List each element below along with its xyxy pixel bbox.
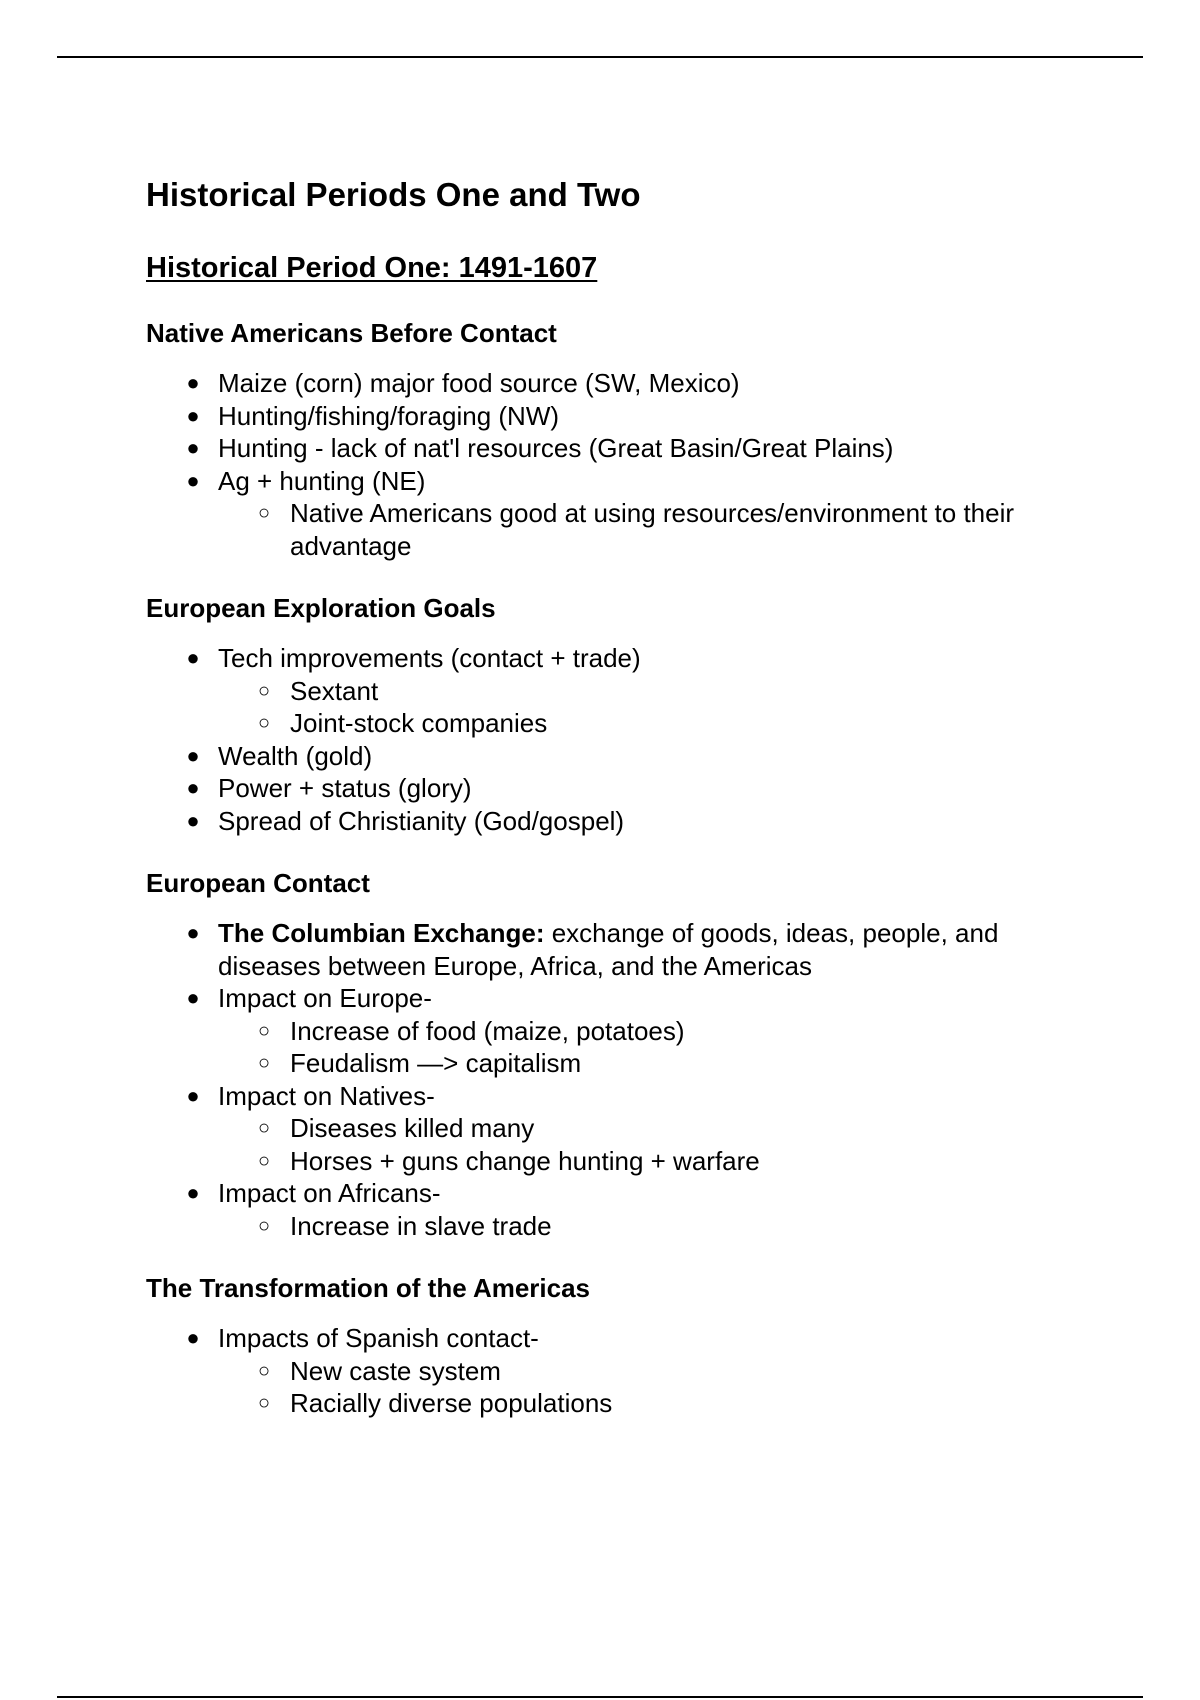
sub-list-item-text: Native Americans good at using resources/environment to their advantage (290, 498, 1015, 561)
list-item-text: Ag + hunting (NE) (218, 465, 426, 496)
sub-bullet-icon: ○ (257, 1117, 271, 1139)
list-item-text: Spread of Christianity (God/gospel) (218, 805, 625, 836)
sub-list-item (218, 707, 1106, 740)
list-item-text: Impacts of Spanish contact- (218, 1323, 539, 1353)
list-item-text: Maize (corn) major food source (SW, Mexico) (218, 368, 740, 398)
sub-list-item-text: Joint-stock companies (290, 708, 548, 738)
sub-list (218, 1210, 1106, 1243)
list-item-text: Impact on Natives- (218, 1080, 435, 1111)
list-item (146, 465, 1106, 563)
sub-bullet-icon: ○ (257, 1149, 271, 1172)
sub-list-item-text: Racially diverse populations (290, 1388, 613, 1418)
section-heading-exploration-goals: European Exploration Goals (146, 593, 496, 623)
sub-list (218, 1015, 1106, 1080)
bullet-icon: ● (186, 807, 200, 833)
top-rule (57, 56, 1143, 58)
sub-list-item (218, 1355, 1106, 1388)
sub-list-item (218, 1210, 1106, 1243)
document-body (146, 150, 1106, 1438)
list-item (146, 805, 1106, 838)
sub-list-item-text: New caste system (290, 1355, 501, 1386)
term-label: The Columbian Exchange: (218, 918, 545, 948)
sub-list-item (218, 497, 1106, 562)
sub-bullet-icon: ○ (257, 1214, 271, 1237)
sub-list-item (218, 1145, 1106, 1178)
bullet-icon: ● (186, 370, 200, 395)
list-item (146, 1080, 1106, 1178)
list-item-text: Tech improvements (contact + trade) (218, 643, 641, 673)
sub-bullet-icon: ○ (257, 1359, 271, 1382)
sub-list (218, 1355, 1106, 1420)
list-item (146, 740, 1106, 773)
list-item-text: Power + status (glory) (218, 773, 472, 803)
section-heading-european-contact: European Contact (146, 868, 370, 898)
bullet-icon: ● (186, 402, 200, 428)
list-item-text: exchange of goods, ideas, people, and diseases between Europe, Africa, and the Americas (218, 918, 999, 981)
bullet-icon: ● (186, 645, 200, 670)
sub-list-item-text: Increase in slave trade (290, 1210, 552, 1241)
list-item (146, 432, 1106, 465)
list-item-text: Wealth (gold) (218, 740, 373, 771)
period-heading: Historical Period One: 1491-1607 (146, 252, 598, 284)
bullet-icon: ● (186, 1082, 200, 1108)
bottom-rule (57, 1696, 1143, 1698)
bullet-icon: ● (186, 467, 200, 493)
bullet-icon: ● (186, 985, 200, 1010)
sub-bullet-icon: ○ (257, 1392, 271, 1414)
sub-list-item (218, 1015, 1106, 1048)
list-item (146, 772, 1106, 805)
section-list-european-contact (146, 917, 1106, 1242)
list-item (146, 642, 1106, 740)
document-title: Historical Periods One and Two (146, 176, 641, 213)
bullet-icon: ● (186, 920, 200, 945)
sub-list (218, 497, 1106, 562)
bullet-icon: ● (186, 742, 200, 768)
sub-list-item (218, 1387, 1106, 1420)
sub-bullet-icon: ○ (257, 712, 271, 734)
list-item (146, 367, 1106, 400)
list-item-text: Hunting - lack of nat'l resources (Great Basin/Great Plains) (218, 433, 894, 463)
section-list-exploration-goals (146, 642, 1106, 837)
section-list-native-americans (146, 367, 1106, 562)
sub-bullet-icon: ○ (257, 1019, 271, 1042)
bullet-icon: ● (186, 1325, 200, 1350)
list-item-text: Hunting/fishing/foraging (NW) (218, 400, 560, 431)
bullet-icon: ● (186, 775, 200, 800)
sub-list-item-text: Diseases killed many (290, 1113, 535, 1143)
bullet-icon: ● (186, 435, 200, 460)
sub-list-item-text: Horses + guns change hunting + warfare (290, 1145, 760, 1176)
section-heading-transformation: The Transformation of the Americas (146, 1273, 591, 1303)
sub-list-item (218, 1047, 1106, 1080)
section-heading-native-americans: Native Americans Before Contact (146, 318, 557, 348)
sub-bullet-icon: ○ (257, 679, 271, 702)
sub-bullet-icon: ○ (257, 1052, 271, 1074)
list-item-text: Impact on Africans- (218, 1178, 441, 1208)
sub-list-item-text: Increase of food (maize, potatoes) (290, 1015, 685, 1046)
sub-list-item-text: Feudalism —> capitalism (290, 1048, 582, 1078)
section-list-transformation (146, 1322, 1106, 1420)
list-item (146, 400, 1106, 433)
list-item (146, 1322, 1106, 1420)
sub-list-item-text: Sextant (290, 675, 379, 706)
sub-list (218, 1112, 1106, 1177)
list-item (146, 917, 1106, 982)
list-item-text: Impact on Europe- (218, 983, 432, 1013)
list-item (146, 982, 1106, 1080)
sub-list (218, 675, 1106, 740)
sub-list-item (218, 1112, 1106, 1145)
sub-bullet-icon: ○ (257, 502, 271, 524)
bullet-icon: ● (186, 1180, 200, 1205)
list-item (146, 1177, 1106, 1242)
sub-list-item (218, 675, 1106, 708)
